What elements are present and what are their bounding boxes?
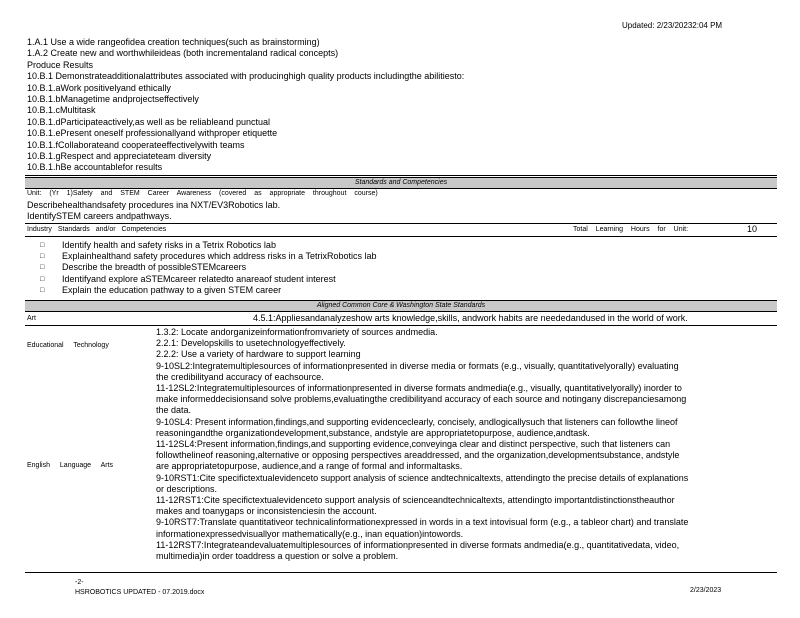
checkbox-square-icon: □ — [40, 264, 45, 272]
checkbox-square-icon: □ — [40, 286, 45, 294]
competency-line: 10.B.1 Demonstrateadditionalattributes associated with producinghigh quality products includingthe abilitiesto: — [27, 71, 465, 82]
checkbox-square-icon: □ — [40, 242, 45, 249]
list-item: □ Explainhealthand safety procedures which address risks in a TetrixRobotics lab — [40, 251, 377, 262]
standard-line: 1.3.2: Locate andorganizeinformationfromvariety of sources andmedia. — [156, 327, 438, 337]
standard-line: 9-10RST1:Cite specifictextualevidenceto support analysis of science andtechnicaltexts, attendingto the precise details of explanations — [156, 472, 689, 483]
competency-line: 1.A.2 Create new and worthwhileideas (both incrementaland radical concepts) — [27, 48, 339, 59]
competency-line: 10.B.1.gRespect and appreciateteam diversity — [27, 151, 212, 162]
page-number: -2- — [75, 579, 84, 586]
standard-line: 9-10SL4: Present information,findings,and supporting evidenceclearly, concisely, andlogicallysuch that listeners can followthe lineof — [156, 416, 678, 427]
standard-line: makes and toanygaps or inconsistenciesin the account. — [156, 506, 377, 517]
standard-line: or descriptions. — [156, 483, 218, 494]
standard-line: followthelineof reasoning,alternative or opposing perspectives areaddressed, and the organization,developmentsubstance, andstyle — [156, 450, 680, 461]
subject-label-art: Art — [27, 315, 36, 322]
aligned-standards-header-bar: Aligned Common Core & Washington State Standards — [25, 300, 777, 312]
competency-line: 10.B.1.bManagetime andprojectseffectively — [27, 94, 199, 105]
learning-targets-list — [40, 240, 377, 296]
competency-line: 10.B.1.aWork positivelyand ethically — [27, 82, 171, 93]
competency-line: 10.B.1.dParticipateactively,as well as be reliableand punctual — [27, 116, 270, 127]
description-line: IdentifySTEM careers andpathways. — [27, 211, 172, 222]
document-filename: HSROBOTICS UPDATED - 07.2019.docx — [75, 589, 205, 596]
table-rule — [25, 325, 777, 326]
standards-list — [156, 327, 776, 562]
standard-line: the credibilityand accuracy of eachsource. — [156, 371, 324, 382]
competency-list — [27, 37, 777, 174]
art-standard-text: 4.5.1:Appliesandanalyzeshow arts knowledge,skills, andwork habits are neededandused in the world of work. — [253, 313, 688, 323]
list-item: □ Identifyand explore aSTEMcareer relatedto anareaof student interest — [40, 273, 336, 284]
standard-line: 2.2.2: Use a variety of hardware to support learning — [156, 349, 361, 360]
standard-line: 11-12RST7:Integrateandevaluatemultiplesources of informationpresented in diverse formats andmedia(e.g., quantitativedata, video, — [156, 539, 680, 550]
competency-line: 1.A.1 Use a wide rangeofidea creation techniques(such as brainstorming) — [27, 37, 320, 47]
description-line: Describehealthandsafety procedures ina NXT/EV3Robotics lab. — [27, 200, 281, 210]
list-item: □ Identify health and safety risks in a Tetrix Robotics lab — [40, 240, 276, 250]
checkbox-square-icon: □ — [40, 275, 45, 283]
competency-line: 10.B.1.cMultitask — [27, 105, 96, 116]
table-rule — [25, 175, 777, 176]
standards-header-bar: Standards and Competencies — [25, 177, 777, 189]
standard-line: the data. — [156, 405, 192, 416]
footer — [75, 578, 204, 598]
standard-line: 9-10RST7:Translate quantitativeor technicalinformationexpressed in words in a text intovisual form (e.g., a tableor chart) and translate — [156, 517, 689, 528]
standard-line: 11-12RST1:Cite specifictextualevidenceto support analysis of scienceandtechnicaltexts, attendingto importantdistinctionstheauthor — [156, 495, 675, 506]
table-rule — [25, 236, 777, 237]
competency-line: 10.B.1.hBe accountablefor results — [27, 162, 163, 173]
standard-line: informationexpressedvisuallyor mathematically(e.g., inan equation)intowords. — [156, 528, 464, 539]
checkbox-square-icon: □ — [40, 253, 45, 261]
standard-line: 9-10SL2:Integratemultiplesources of informationpresented in diverse media or formats (e.g., visually, quantitativelyorally) evaluating — [156, 360, 679, 371]
standard-line: are appropriatetopurpose, audience,and a range of formal and informaltasks. — [156, 461, 463, 472]
subject-label-educational-technology: Educational Technology — [27, 342, 109, 349]
list-item: □ Describe the breadth of possibleSTEMcareers — [40, 262, 247, 273]
unit-description — [27, 200, 280, 223]
subject-label-english-language-arts: English Language Arts — [27, 462, 114, 469]
standard-line: make informeddecisionsand solve problems,evaluatingthe credibilityand accuracy of each source and notingany discrepanciesamong — [156, 394, 687, 405]
table-rule — [25, 572, 777, 573]
competency-line: 10.B.1.ePresent oneself professionallyand withproper etiquette — [27, 128, 278, 139]
unit-title: Unit: (Yr 1)Safety and STEM Career Awareness (covered as appropriate throughout course) — [27, 190, 378, 197]
standard-line: multimedia)in order toaddress a question or solve a problem. — [156, 551, 399, 562]
industry-label: Industry Standards and/or Competencies — [27, 226, 167, 233]
competency-line: Produce Results — [27, 59, 94, 70]
competency-line: 10.B.1.fCollaborateand cooperateeffectivelywith teams — [27, 139, 245, 150]
total-hours-value: 10 — [747, 224, 758, 234]
industry-standards-row — [25, 224, 777, 236]
updated-timestamp: Updated: 2/23/20232:04 PM — [622, 21, 723, 30]
standard-line: 11-12SL4:Present information,findings,and supporting evidence,conveyinga clear and distinct perspective, such that listeners can — [156, 439, 671, 450]
standard-line: 2.2.1: Developskills to usetechnologyeffectively. — [156, 338, 346, 349]
art-standard-row — [25, 313, 777, 325]
standard-line: 11-12SL2:Integratemultiplesources of informationpresented in diverse formats andmedia(e.g., visually, quantitativelyorally) inorder to — [156, 383, 682, 394]
total-hours-label: Total Learning Hours for Unit: — [573, 226, 689, 233]
footer-date: 2/23/2023 — [690, 587, 722, 594]
list-item: □ Explain the education pathway to a given STEM career — [40, 284, 282, 295]
standard-line: reasoningandthe organizationdevelopment,substance, andstyle are appropriatetopurpose, audience,andtask. — [156, 427, 590, 438]
